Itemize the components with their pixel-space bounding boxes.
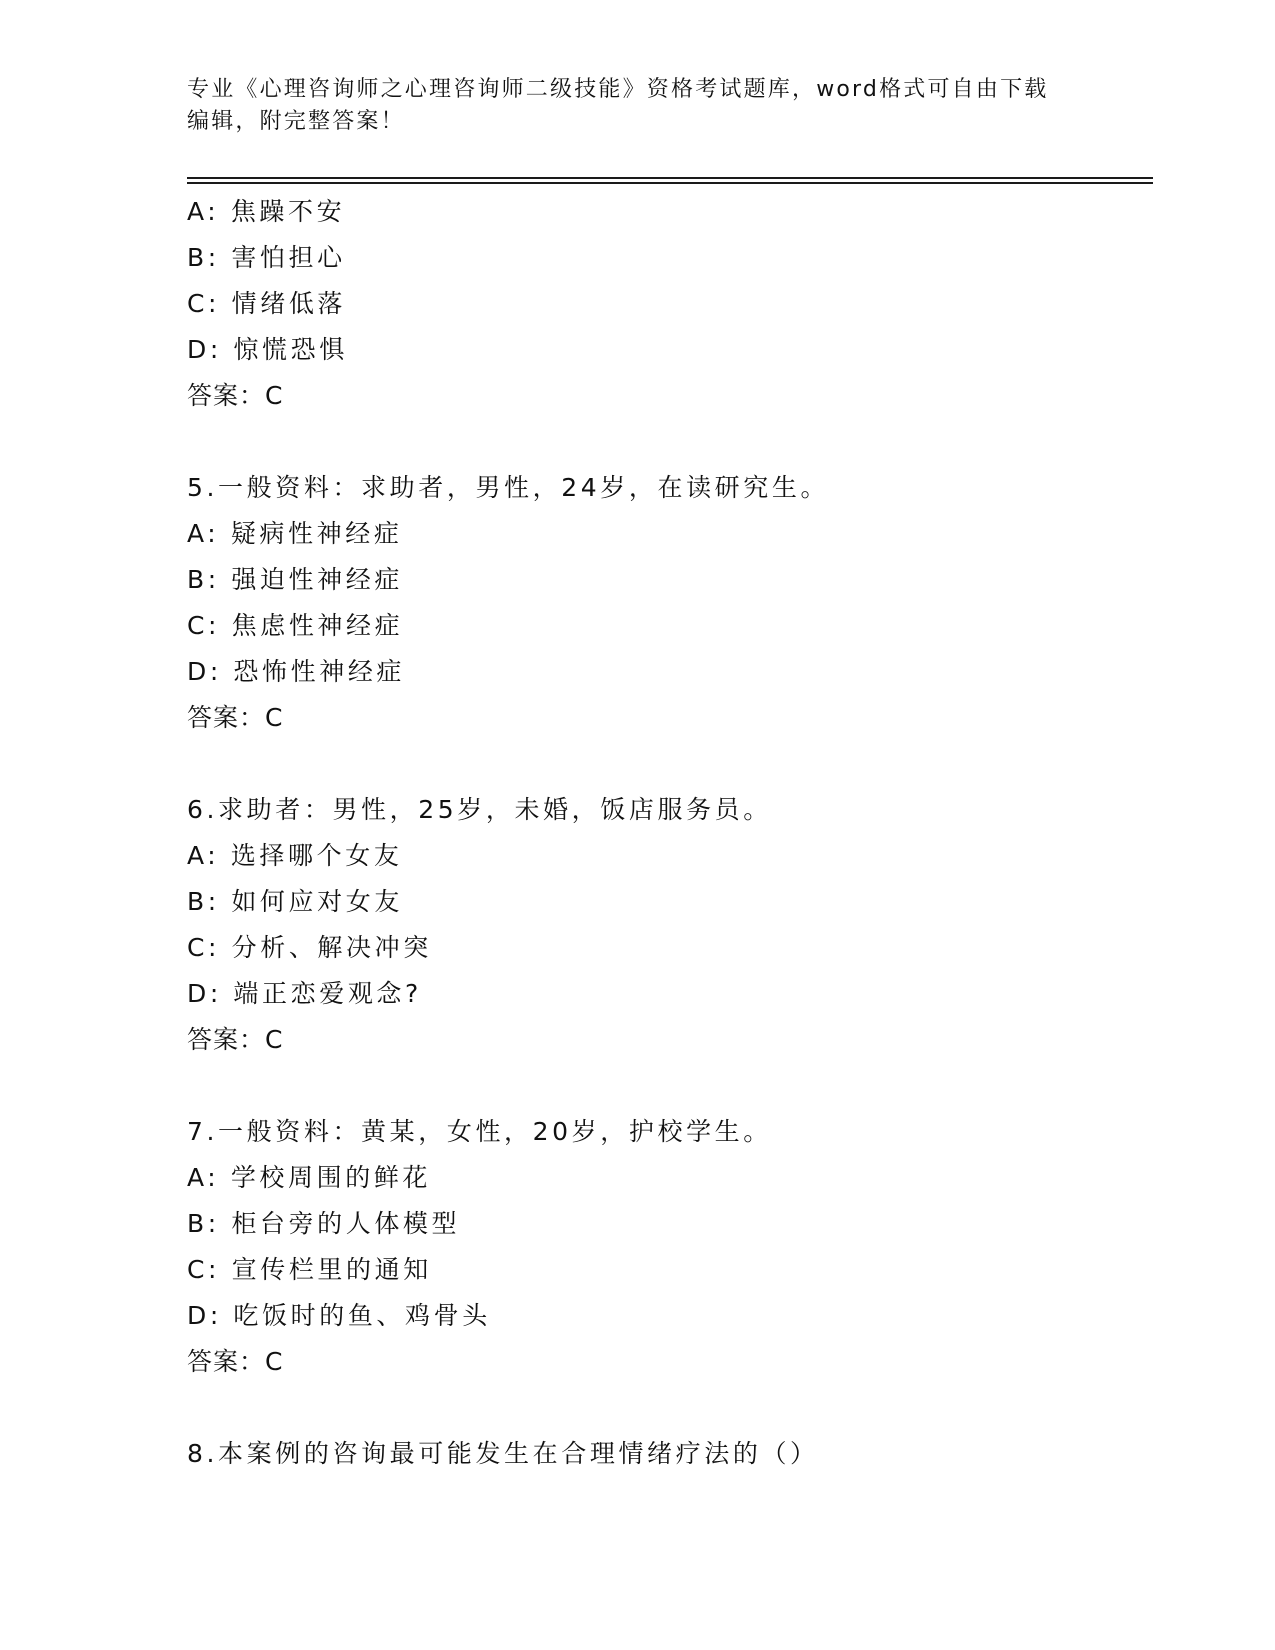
question-stem: 5.一般资料：求助者，男性，24岁，在读研究生。 [187,473,830,502]
question-block [187,465,1153,741]
option-a: A: 学校周围的鲜花 [187,1163,432,1192]
option-a: A: 疑病性神经症 [187,519,403,548]
question-stem: 8.本案例的咨询最可能发生在合理情绪疗法的（） [187,1439,819,1468]
option-d: D: 端正恋爱观念? [187,979,422,1008]
option-c: C: 焦虑性神经症 [187,611,404,640]
option-b: B: 强迫性神经症 [187,565,403,594]
question-block [187,1431,1153,1477]
question-stem: 7.一般资料：黄某，女性，20岁，护校学生。 [187,1117,772,1146]
option-a: A: 选择哪个女友 [187,841,403,870]
document-header [187,74,1087,138]
answer-line: 答案：C [187,1025,284,1054]
option-d: D: 恐怖性神经症 [187,657,406,686]
spacer [187,741,1153,787]
spacer [187,1385,1153,1431]
header-line-2: 编辑，附完整答案！ [187,109,405,134]
header-divider-bottom [187,182,1153,184]
option-a: A: 焦躁不安 [187,197,346,226]
spacer [187,1063,1153,1109]
header-line-1: 专业《心理咨询师之心理咨询师二级技能》资格考试题库，word格式可自由下载 [187,77,1049,102]
option-c: C: 分析、解决冲突 [187,933,432,962]
question-block [187,787,1153,1063]
question-list [187,189,1153,1477]
answer-line: 答案：C [187,1347,284,1376]
answer-line: 答案：C [187,703,284,732]
option-d: D: 惊慌恐惧 [187,335,348,364]
question-block [187,189,1153,419]
answer-line: 答案：C [187,381,284,410]
option-b: B: 害怕担心 [187,243,346,272]
option-d: D: 吃饭时的鱼、鸡骨头 [187,1301,491,1330]
spacer [187,419,1153,465]
header-divider-top [187,177,1153,179]
option-c: C: 情绪低落 [187,289,347,318]
option-c: C: 宣传栏里的通知 [187,1255,432,1284]
question-stem: 6.求助者：男性，25岁，未婚，饭店服务员。 [187,795,772,824]
question-block [187,1109,1153,1385]
option-b: B: 如何应对女友 [187,887,403,916]
option-b: B: 柜台旁的人体模型 [187,1209,461,1238]
